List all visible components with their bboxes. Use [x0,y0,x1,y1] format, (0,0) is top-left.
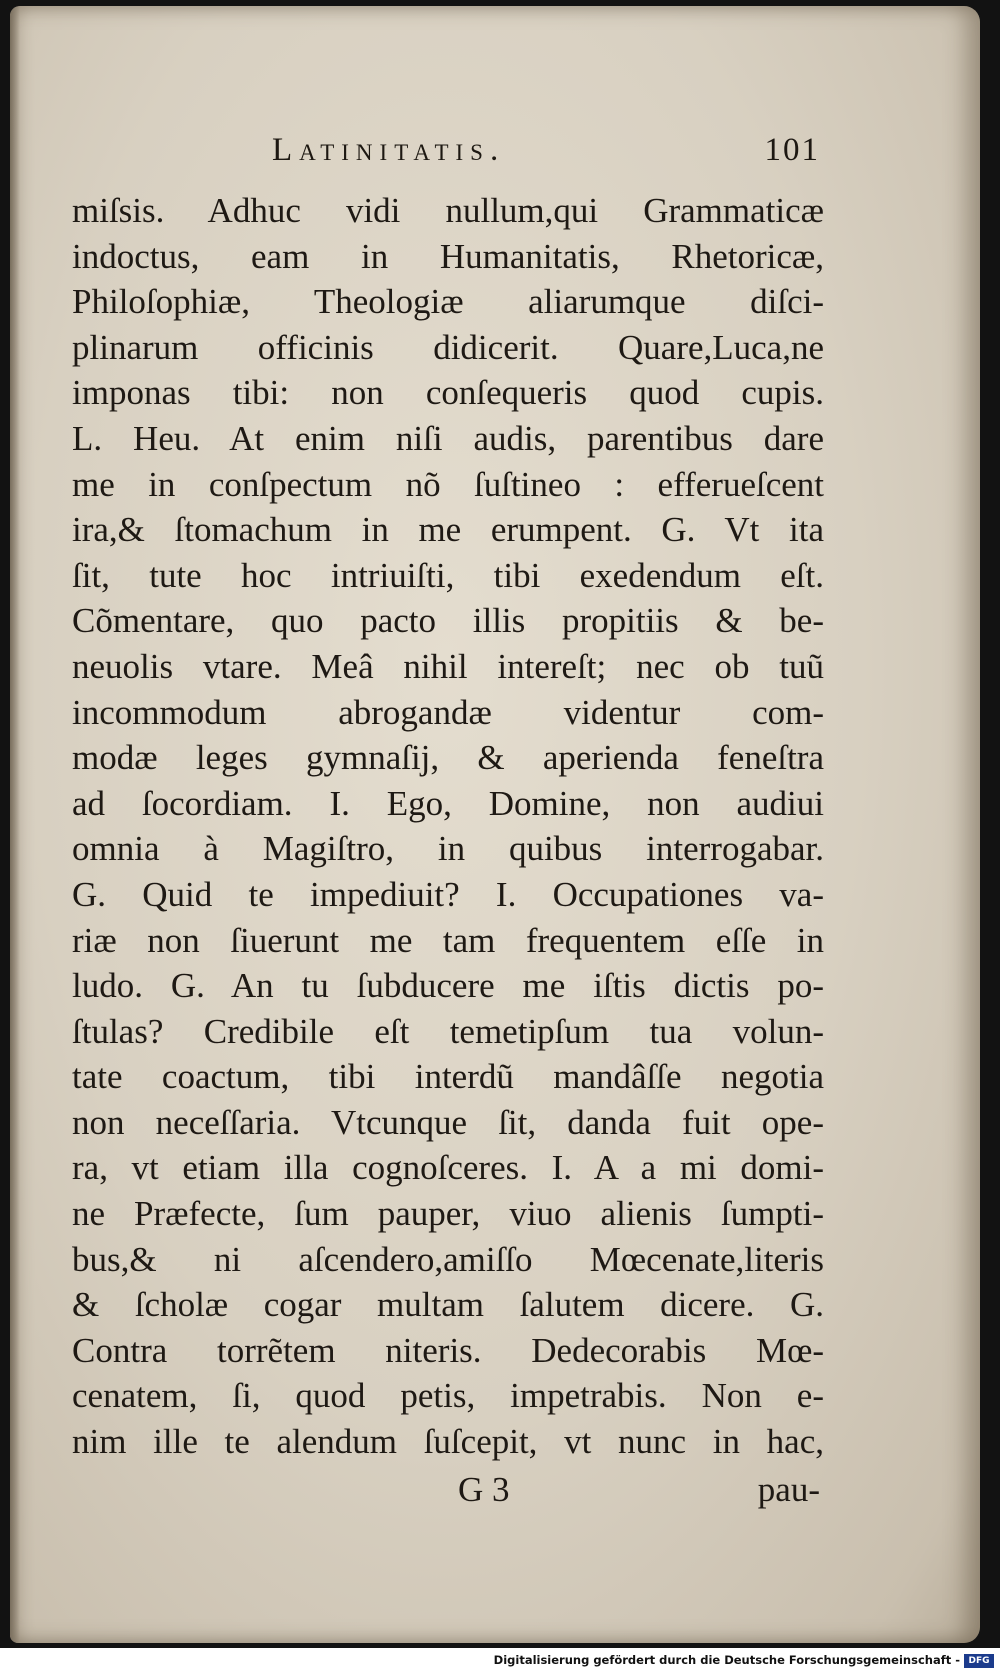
text-line: L. Heu. At enim niſi audis, parentibus dare [72,418,824,458]
text-line: ra, vt etiam illa cognoſceres. I. A a mi domi- [72,1148,824,1188]
text-line: indoctus, eam in Humanitatis, Rhetoricæ, [72,236,824,276]
running-head [60,132,820,176]
text-line: ludo. G. An tu ſubducere me iſtis dictis po- [72,966,824,1006]
text-line: ira,& ſtomachum in me erumpent. G. Vt ita [72,510,824,550]
digitization-credit-bar [0,1651,1000,1672]
running-head-title: Latinitatis. [272,132,506,168]
text-line: Contra torrẽtem niteris. Dedecorabis Mœ- [72,1330,824,1370]
page-footer [60,1470,820,1520]
text-line: neuolis vtare. Meâ nihil intereſt; nec ob tuũ [72,646,824,686]
credit-text: Digitalisierung gefördert durch die Deutsche Forschungsgemeinschaft - [493,1653,960,1667]
signature-mark: G 3 [458,1470,510,1509]
text-line: nim ille te alendum ſuſcepit, vt nunc in hac, [72,1422,824,1462]
page-number: 101 [764,132,820,168]
text-line: modæ leges gymnaſij, & aperienda feneſtra [72,738,824,778]
text-line: non neceſſaria. Vtcunque ſit, danda fuit ope- [72,1102,824,1142]
text-line: cenatem, ſi, quod petis, impetrabis. Non e- [72,1376,824,1416]
text-line: miſsis. Adhuc vidi nullum,qui Grammaticæ [72,191,824,230]
dfg-logo-icon: DFG [964,1654,994,1668]
page-gutter-shadow [10,6,20,1643]
text-line: tate coactum, tibi interdũ mandâſſe negotia [72,1057,824,1097]
catchword: pau- [757,1470,820,1509]
text-line: ad ſocordiam. I. Ego, Domine, non audiui [72,783,824,823]
text-line: bus,& ni aſcendero,amiſſo Mœcenate,literis [72,1239,824,1279]
text-line: incommodum abrogandæ videntur com- [72,692,824,732]
text-line: omnia à Magiſtro, in quibus interrogabar. [72,829,824,869]
text-line: plinarum officinis didicerit. Quare,Luca,ne [72,327,824,367]
text-line: ſit, tute hoc intriuiſti, tibi exedendum eſt. [72,555,824,595]
text-line: ſtulas? Credibile eſt temetipſum tua volun- [72,1011,824,1051]
text-line: riæ non ſiuerunt me tam frequentem eſſe in [72,920,824,960]
body-text [72,188,824,1465]
text-line: Philoſophiæ, Theologiæ aliarumque diſci- [72,282,824,322]
text-line: me in conſpectum nõ ſuſtineo : efferueſcent [72,464,824,504]
text-line: Cõmentare, quo pacto illis propitiis & be- [72,601,824,641]
text-line: ne Præfecte, ſum pauper, viuo alienis ſumpti- [72,1194,824,1234]
text-line: & ſcholæ cogar multam ſalutem dicere. G. [72,1285,824,1325]
text-line: G. Quid te impediuit? I. Occupationes va- [72,874,824,914]
text-line: imponas tibi: non conſequeris quod cupis. [72,373,824,413]
